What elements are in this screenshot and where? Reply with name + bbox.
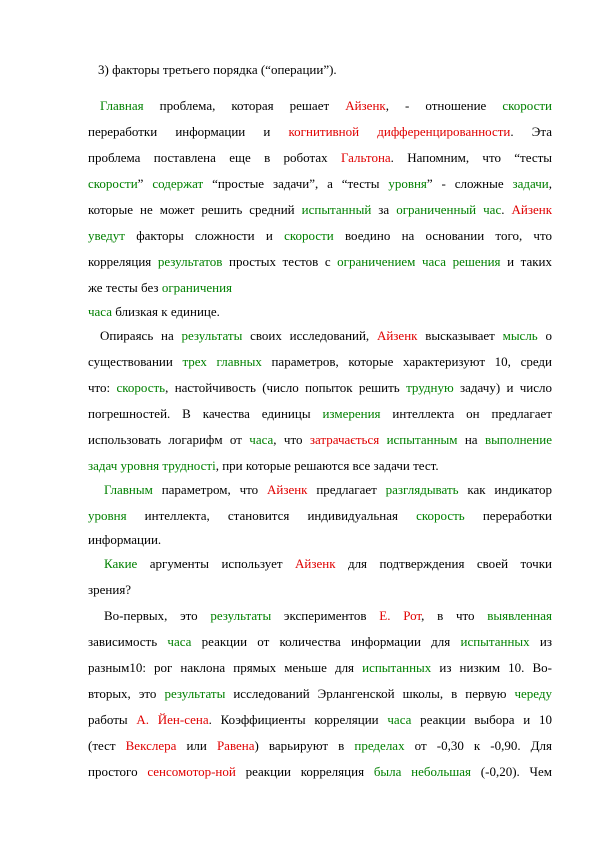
text-run: “простые задачи”, а “тесты [203, 176, 389, 191]
highlighted-term-red: затрачається [309, 432, 380, 447]
text-line [88, 254, 552, 270]
text-line [88, 686, 552, 702]
text-run: информации. [88, 532, 162, 547]
text-line [104, 556, 552, 572]
text-run: же тесты без [88, 280, 162, 295]
text-run: параметров, которые характеризуют 10, среди [261, 354, 553, 369]
highlighted-term-green: Главным [104, 482, 153, 497]
text-run: использовать логарифм от [88, 432, 250, 447]
highlighted-term-green: выполнение [484, 432, 552, 447]
text-line [100, 328, 552, 344]
text-line [98, 62, 552, 78]
text-line [88, 532, 552, 548]
text-line [88, 202, 552, 218]
text-line [88, 634, 552, 650]
text-run: реакции от количества информации для [191, 634, 461, 649]
highlighted-term-green: испытанных [460, 634, 530, 649]
text-line [88, 406, 552, 422]
highlighted-term-red: Айзенк [376, 328, 418, 343]
highlighted-term-red: А. Йен-сена [136, 712, 209, 727]
text-run: своих исследований, [242, 328, 377, 343]
highlighted-term-red: Е. Рот [379, 608, 422, 623]
text-run: воедино на основании того, что [333, 228, 552, 243]
text-run: экспериментов [271, 608, 380, 623]
text-line [88, 660, 552, 676]
highlighted-term-red: Айзенк [294, 556, 336, 571]
highlighted-term-green: Какие [104, 556, 138, 571]
highlighted-term-green: часа [88, 304, 113, 319]
highlighted-term-green: скорости [284, 228, 334, 243]
text-run: , что [273, 432, 310, 447]
highlighted-term-green: выявленная [487, 608, 552, 623]
text-run: зрения? [88, 582, 132, 597]
highlighted-term-green: разглядывать [385, 482, 459, 497]
text-line [88, 228, 552, 244]
text-run: о [537, 328, 553, 343]
text-run: Во-первых, это [104, 608, 211, 623]
text-line [88, 124, 552, 140]
text-run: , настойчивость (число попыток решить [165, 380, 407, 395]
text-run: вторых, это [88, 686, 165, 701]
text-run: как индикатор [458, 482, 552, 497]
highlighted-term-green: результаты [164, 686, 226, 701]
text-run [379, 432, 386, 447]
text-run: высказывает [417, 328, 503, 343]
text-line [88, 458, 552, 474]
text-run: интеллекта он предлагает [380, 406, 552, 421]
text-line [88, 150, 552, 166]
highlighted-term-red: сенсомотор-ной [147, 764, 236, 779]
text-run: погрешностей. В качества единицы [88, 406, 323, 421]
highlighted-term-green: скорости [88, 176, 138, 191]
text-run: проблема поставлена еще в роботах [88, 150, 341, 165]
text-line [88, 508, 552, 524]
text-run: исследований Эрлангенской школы, в первую [225, 686, 515, 701]
text-run: или [176, 738, 217, 753]
text-run: ” - сложные [426, 176, 513, 191]
text-run: ” [137, 176, 153, 191]
text-line [88, 432, 552, 448]
text-run: из низким 10. Во- [431, 660, 552, 675]
text-run: аргументы использует [137, 556, 295, 571]
highlighted-term-green: трех главных [182, 354, 262, 369]
text-run: корреляция [88, 254, 158, 269]
text-run: 3) факторы третьего порядка (“операции”). [98, 62, 337, 77]
highlighted-term-green: Главная [100, 98, 144, 113]
highlighted-term-green: пределах [354, 738, 405, 753]
highlighted-term-green: измерения [322, 406, 381, 421]
highlighted-term-green: череду [514, 686, 552, 701]
highlighted-term-green: трудную [406, 380, 454, 395]
text-run: , [548, 176, 552, 191]
highlighted-term-green: ограничением часа решения [337, 254, 501, 269]
text-run: . Коэффициенты корреляции [208, 712, 388, 727]
text-run: реакции корреляция [235, 764, 374, 779]
highlighted-term-red: Айзенк [345, 98, 386, 113]
highlighted-term-red: Векслера [125, 738, 177, 753]
text-run: интеллекта, становится индивидуальная [126, 508, 417, 523]
highlighted-term-green: мысль [502, 328, 538, 343]
text-run: переработки информации и [88, 124, 289, 139]
text-run: задачу) и число [453, 380, 552, 395]
highlighted-term-red: Айзенк [511, 202, 553, 217]
text-run: на [457, 432, 485, 447]
highlighted-term-green: уровня [388, 176, 427, 191]
text-run: работы [88, 712, 137, 727]
text-line [88, 582, 552, 598]
highlighted-term-green: уровня [88, 508, 127, 523]
highlighted-term-green: результаты [181, 328, 243, 343]
text-run: ) варьируют в [254, 738, 355, 753]
highlighted-term-green: была небольшая [373, 764, 472, 779]
text-line [88, 764, 552, 780]
highlighted-term-green: ограниченный час [396, 202, 502, 217]
text-run: , - отношение [385, 98, 503, 113]
text-run: простых тестов с [222, 254, 338, 269]
highlighted-term-red: Равена [216, 738, 255, 753]
text-line [88, 380, 552, 396]
text-line [104, 482, 552, 498]
text-run: переработки [464, 508, 553, 523]
text-run: которые не может решить средний [88, 202, 302, 217]
text-run: параметром, что [152, 482, 267, 497]
text-run: проблема, которая решает [143, 98, 346, 113]
text-line [100, 98, 552, 114]
highlighted-term-green: уведут [88, 228, 125, 243]
text-line [104, 608, 552, 624]
text-line [88, 304, 552, 320]
text-run: (тест [88, 738, 126, 753]
highlighted-term-green: часа [167, 634, 192, 649]
text-run: Опираясь на [100, 328, 182, 343]
text-run: существовании [88, 354, 183, 369]
text-run: близкая к единице. [112, 304, 220, 319]
highlighted-term-green: скорость [416, 508, 465, 523]
highlighted-term-green: испытанных [362, 660, 432, 675]
text-line [88, 712, 552, 728]
text-run: из [529, 634, 552, 649]
text-line [88, 738, 552, 754]
text-run: . [501, 202, 512, 217]
highlighted-term-green: задачи [512, 176, 549, 191]
highlighted-term-red: Айзенк [266, 482, 308, 497]
text-run: предлагает [307, 482, 386, 497]
text-run: , в что [421, 608, 488, 623]
text-run: простого [88, 764, 148, 779]
highlighted-term-green: часа [249, 432, 274, 447]
highlighted-term-green: результатов [157, 254, 223, 269]
text-run: и таких [500, 254, 553, 269]
highlighted-term-green: задач уровня трудності [88, 458, 216, 473]
text-run: реакции выбора и 10 [411, 712, 552, 727]
text-run: факторы сложности и [124, 228, 285, 243]
highlighted-term-green: испытанный [301, 202, 372, 217]
highlighted-term-green: результаты [210, 608, 272, 623]
text-run: разным10: рог наклона прямых меньше для [88, 660, 363, 675]
text-run: от -0,30 к -0,90. Для [404, 738, 553, 753]
text-run: . Эта [510, 124, 552, 139]
text-run: за [371, 202, 397, 217]
text-line [88, 280, 552, 296]
highlighted-term-green: скорость [116, 380, 166, 395]
text-run: зависимость [88, 634, 168, 649]
text-line [88, 176, 552, 192]
text-run: . Напомним, что “тесты [390, 150, 553, 165]
highlighted-term-green: скорости [502, 98, 552, 113]
text-run: что: [88, 380, 117, 395]
text-line [88, 354, 552, 370]
highlighted-term-green: часа [387, 712, 412, 727]
text-run: для подтверждения своей точки [335, 556, 552, 571]
text-run: (-0,20). Чем [471, 764, 552, 779]
highlighted-term-green: ограничения [161, 280, 233, 295]
highlighted-term-red: когнитивной дифференцированности [288, 124, 511, 139]
highlighted-term-green: испытанным [386, 432, 458, 447]
highlighted-term-red: Гальтона [340, 150, 391, 165]
text-run: , при которые решаются все задачи тест. [215, 458, 439, 473]
highlighted-term-green: содержат [152, 176, 204, 191]
